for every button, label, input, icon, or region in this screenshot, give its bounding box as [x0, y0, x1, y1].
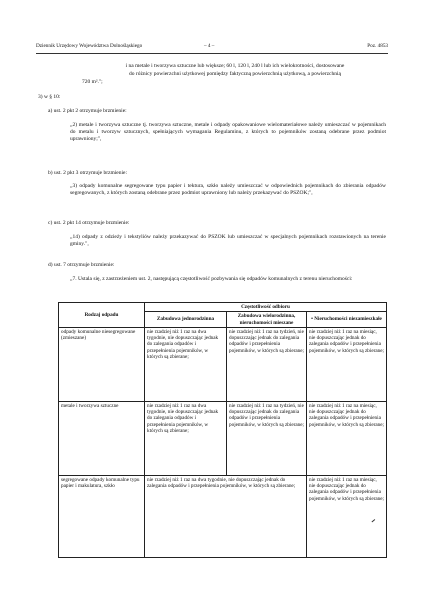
- header-waste-type: Rodzaj odpadu: [59, 303, 145, 328]
- waste-type-cell: odpady komunalne niesegregowane (zmieszane): [59, 327, 145, 401]
- journal-title: Dziennik Urzędowy Województwa Dolnośląskiego: [36, 43, 143, 49]
- header-uninhabited: • Nieruchomości niezamieszkałe: [307, 312, 387, 328]
- frequency-cell: nie rzadziej niż 1 raz na dwa tygodnie, nie dopuszczając jednak do zalegania odpadów i przepełnienia pojemników, w których są zbierane;: [145, 401, 227, 475]
- table-row: [59, 327, 387, 401]
- waste-type-cell: metale i tworzywa sztuczne: [59, 401, 145, 475]
- header-multi-family: Zabudowa wielorodzinna, nieruchomości mieszane: [227, 312, 307, 328]
- header-single-family: Zabudowa jednorodzinna: [145, 312, 227, 328]
- table-row: [59, 401, 387, 475]
- position-number: Poz. 4853: [367, 43, 388, 49]
- frequency-cell: nie rzadziej niż 1 raz na miesiąc, nie dopuszczając jednak do zalegania odpadów i przepełnienia pojemników, w których są zbierane;: [307, 327, 387, 401]
- item-d-text: „7. Ustala się, z zastrzeżeniem ust. 2, następującą częstotliwość pozbywania się odpadów komunalnych z terenu nieruchomości:: [70, 276, 353, 282]
- waste-type-cell: segregowane odpady komunalne typu papier i makulatura, szkło: [59, 475, 145, 557]
- item-d-label: d) ust. 7 otrzymuje brzmienie:: [48, 262, 115, 268]
- table-header-row: [59, 303, 387, 312]
- frequency-cell: nie rzadziej niż 1 raz na miesiąc, nie dopuszczając jednak do zalegania odpadów i przepełnienia pojemników, w których są zbierane;: [307, 475, 387, 557]
- intro-line-2: do różnicy powierzchni użytkowej pomiędzy faktyczną powierzchnią użytkową, a powierzchnią: [129, 71, 341, 77]
- header-frequency: Częstotliwość odbioru: [145, 303, 387, 312]
- header-rule: [36, 53, 388, 54]
- item-b-label: b) ust. 2 pkt 3 otrzymuje brzmienie:: [48, 170, 127, 176]
- item-a-label: a) ust. 2 pkt 2 otrzymuje brzmienie:: [48, 108, 127, 114]
- item-b-text: „3) odpady komunalne segregowane typu papier i tektura, szkło należy umieszczać w odpowiednich pojemnikach do zbierania odpadów segregowanych, z których zostaną odebrane przez podmiot uprawniony lub należy przekazywać do PSZOK;",: [70, 183, 386, 197]
- page-number: – 4 –: [204, 43, 215, 49]
- frequency-cell: nie rzadziej niż 1 raz na dwa tygodnie, nie dopuszczając jednak do zalegania odpadów i przepełnienia pojemników, w których są zbierane;: [145, 327, 227, 401]
- item-a-text: „2) metale i tworzywa sztuczne tj. tworzywa sztuczne, metale i odpady opakowaniowe wielomateriałowe należy umieszczać w pojemnikach do metalu i tworzyw sztucznych, spełniających wymagania Regulaminu, z których to pojemników zostaną odebrane przez podmiot uprawniony;",: [70, 122, 386, 143]
- item-c-text: „14) odpady z odzieży i tekstyliów należy przekazywać do PSZOK lub umieszczać w specjalnych pojemnikach rozstawionych na terenie gminy.",: [70, 234, 386, 248]
- frequency-cell: nie rzadziej niż 1 raz na miesiąc, nie dopuszczając jednak do zalegania odpadów i przepełnienia pojemników, w których są zbierane;: [307, 401, 387, 475]
- page-header: [36, 43, 388, 53]
- frequency-cell: nie rzadziej niż 1 raz na tydzień, nie dopuszczając jednak do zalegania odpadów i przepełnienia pojemników, w których są zbierane;: [227, 401, 307, 475]
- table-row: [59, 475, 387, 557]
- frequency-cell: nie rzadziej niż 1 raz na dwa tygodnie, nie dopuszczając jednak do zalegania odpadów i przepełnienia pojemników, w których są zbierane;: [145, 475, 307, 557]
- waste-collection-table: [58, 302, 387, 558]
- item-c-label: c) ust. 2 pkt 14 otrzymuje brzmienie:: [48, 220, 130, 226]
- intro-line-3: 720 m².";: [82, 79, 103, 85]
- intro-line-1: i na metale i tworzywa sztuczne lub większe; 60 l, 120 l, 240 l lub ich wielokrotności, dostosowane: [125, 63, 345, 69]
- frequency-cell: nie rzadziej niż 1 raz na tydzień, nie dopuszczając jednak do zalegania odpadów i przepełnienia pojemników, w których są zbierane;: [227, 327, 307, 401]
- section-3-label: 3) w § 10:: [38, 94, 61, 100]
